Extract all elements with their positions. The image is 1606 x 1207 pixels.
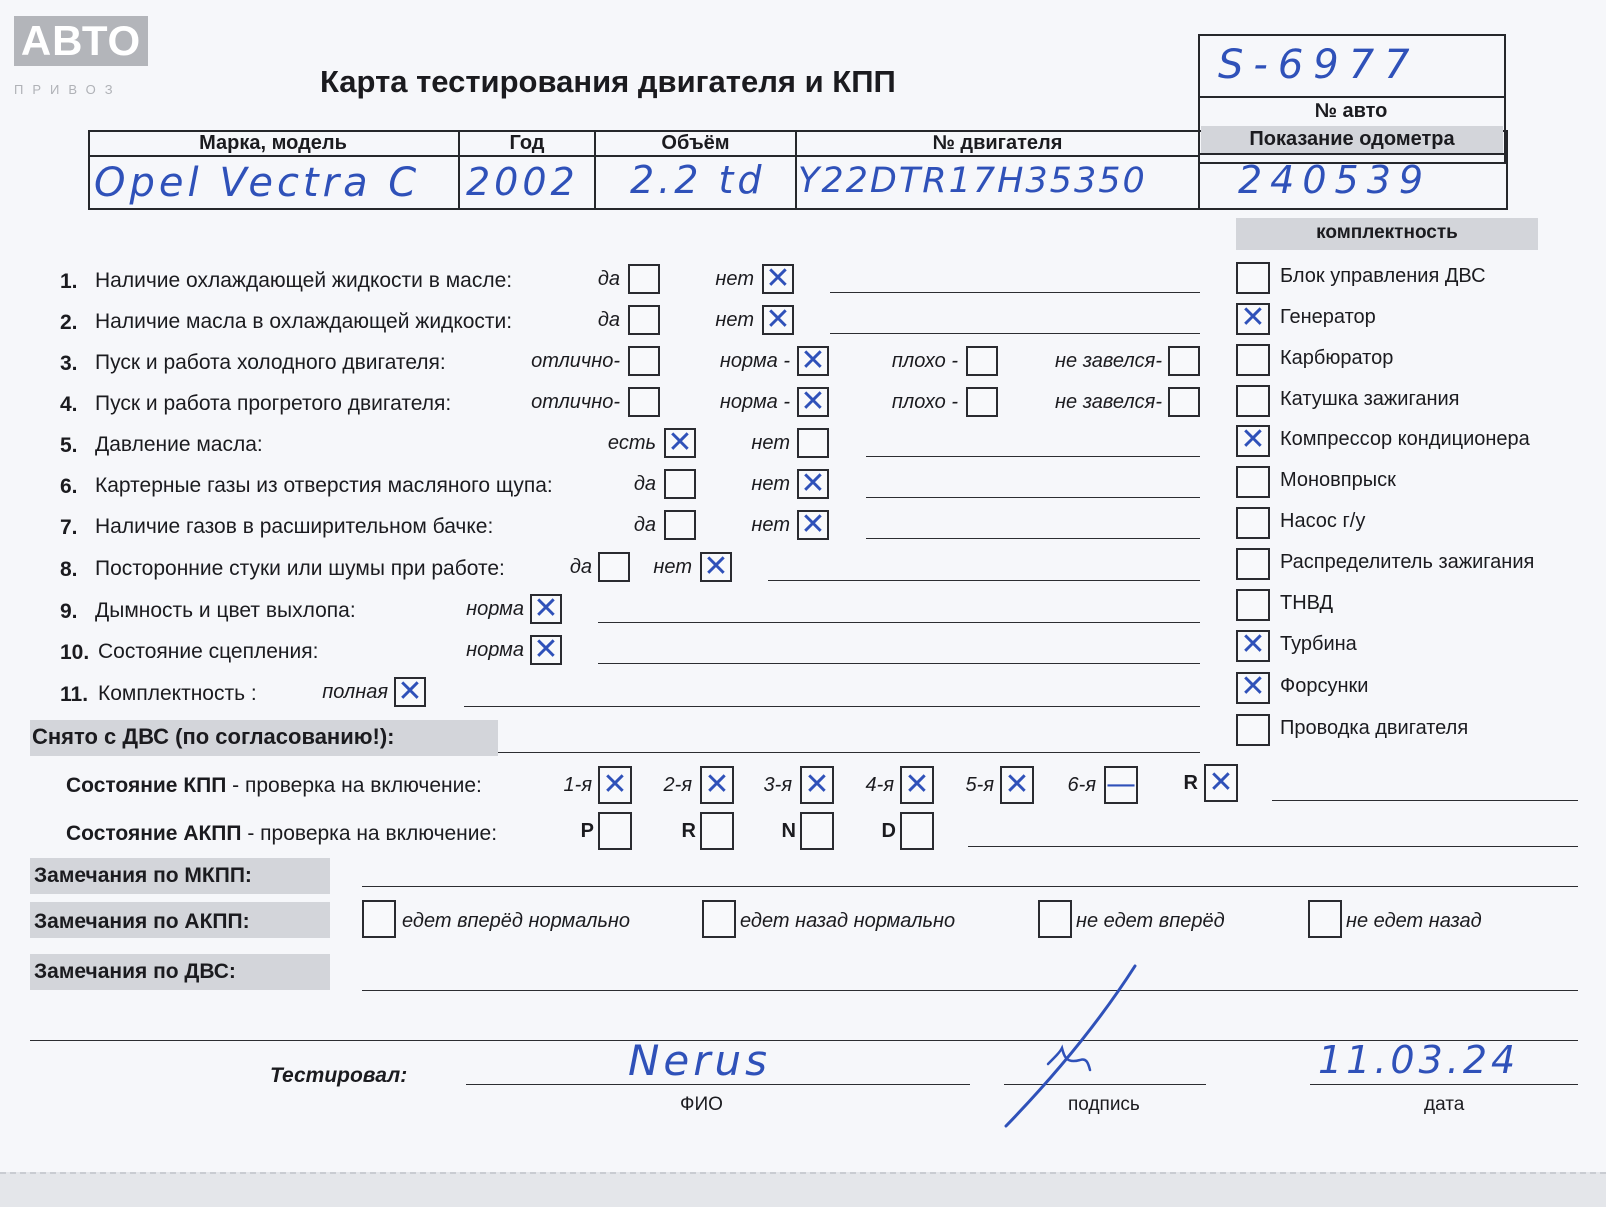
- check-mark-icon: ✕: [704, 767, 730, 802]
- check-mark-icon: ✕: [397, 674, 423, 709]
- check-mark-icon: ✕: [1240, 300, 1266, 335]
- name-caption: ФИО: [680, 1094, 723, 1115]
- checkbox-power-steering-pump[interactable]: [1236, 507, 1270, 539]
- checkbox-reverse-ok[interactable]: [702, 900, 736, 938]
- akpp-option-label: едет вперёд нормально: [402, 910, 631, 932]
- check-mark-icon: ✕: [800, 507, 826, 542]
- checkbox-q10-normal[interactable]: [530, 632, 562, 667]
- question-text: Пуск и работа холодного двигателя:: [95, 351, 446, 374]
- akpp-option-label: не едет назад: [1346, 910, 1482, 932]
- check-mark-icon: ✕: [804, 767, 830, 802]
- year-value: 2002: [466, 160, 579, 204]
- checkbox-q3-excellent[interactable]: [628, 346, 660, 376]
- checkbox-injectors[interactable]: [1236, 669, 1270, 704]
- checkbox-q8-no[interactable]: [700, 549, 732, 584]
- checkbox-q6-yes[interactable]: [664, 469, 696, 499]
- gear-label: 6-я: [1067, 774, 1096, 796]
- answer-line: [830, 333, 1200, 334]
- check-mark-icon: ✕: [1004, 767, 1030, 802]
- divider: [88, 155, 1200, 157]
- checkbox-injection-pump[interactable]: [1236, 589, 1270, 621]
- checkbox-q3-bad[interactable]: [966, 346, 998, 376]
- option-label: нет: [715, 309, 754, 331]
- akpp-label-rest: - проверка на включение:: [241, 822, 498, 845]
- checkbox-q7-no[interactable]: [797, 507, 829, 542]
- option-label: норма: [466, 598, 524, 620]
- checkbox-mode-p[interactable]: [598, 812, 632, 850]
- question-number: 7.: [60, 516, 78, 539]
- check-mark-icon: ✕: [533, 632, 559, 667]
- answer-line: [362, 990, 1578, 991]
- answer-line: [830, 292, 1200, 293]
- checkbox-no-reverse[interactable]: [1308, 900, 1342, 938]
- date-value: 11.03.24: [1318, 1038, 1520, 1082]
- check-mark-icon: ✕: [765, 302, 791, 337]
- gear-label: 4-я: [865, 774, 894, 796]
- divider: [1198, 96, 1504, 98]
- mode-label: R: [681, 820, 696, 842]
- question-number: 10.: [60, 641, 90, 664]
- completeness-item: Компрессор кондиционера: [1280, 428, 1530, 450]
- checkbox-q8-yes[interactable]: [598, 552, 630, 582]
- checkbox-gear-5[interactable]: [1000, 766, 1034, 804]
- check-mark-icon: ✕: [1240, 422, 1266, 457]
- check-mark-icon: ✕: [765, 261, 791, 296]
- checkbox-q6-no[interactable]: [797, 466, 829, 501]
- question-number: 4.: [60, 393, 78, 416]
- engine-number-label: № двигателя: [932, 132, 1063, 154]
- odometer-label: Показание одометра: [1249, 128, 1455, 150]
- dash-mark-icon: —: [1106, 767, 1136, 802]
- option-label: полная: [322, 681, 388, 703]
- akpp-option-label: не едет вперёд: [1076, 910, 1225, 932]
- year-label: Год: [509, 132, 545, 154]
- checkbox-gear-6[interactable]: [1104, 766, 1138, 804]
- answer-line: [498, 752, 1200, 753]
- tested-by-label: Тестировал:: [270, 1064, 408, 1087]
- check-mark-icon: ✕: [667, 425, 693, 460]
- volume-label: Объём: [661, 132, 730, 154]
- handwritten-signature: [990, 960, 1150, 1130]
- kpp-label: [66, 774, 482, 798]
- completeness-item: Карбюратор: [1280, 347, 1394, 369]
- check-mark-icon: ✕: [1208, 765, 1234, 800]
- checkbox-carburetor[interactable]: [1236, 344, 1270, 376]
- completeness-title: комплектность: [1316, 222, 1458, 243]
- checkbox-q4-normal[interactable]: [797, 384, 829, 419]
- checkbox-q2-yes[interactable]: [628, 305, 660, 335]
- checkbox-q4-excellent[interactable]: [628, 387, 660, 417]
- option-label: норма -: [719, 350, 790, 372]
- question-number: 11.: [60, 683, 89, 706]
- checkbox-q7-yes[interactable]: [664, 510, 696, 540]
- question-text: Наличие охлаждающей жидкости в масле:: [95, 269, 513, 292]
- option-label: да: [597, 268, 620, 290]
- gear-label: 5-я: [965, 774, 994, 796]
- completeness-item: Насос г/у: [1280, 510, 1366, 532]
- checkbox-turbine[interactable]: [1236, 627, 1270, 662]
- question-number: 5.: [60, 434, 78, 457]
- option-label: не завелся-: [1055, 391, 1162, 413]
- make-model-value: Opel Vectra C: [94, 160, 421, 206]
- checkbox-mode-d[interactable]: [900, 812, 934, 850]
- checkbox-q9-normal[interactable]: [530, 591, 562, 626]
- question-number: 6.: [60, 475, 78, 498]
- question-text: Посторонние стуки или шумы при работе:: [95, 557, 505, 580]
- avtoprivoz-logo: [14, 16, 148, 97]
- checkbox-q4-bad[interactable]: [966, 387, 998, 417]
- question-number: 9.: [60, 600, 78, 623]
- check-mark-icon: ✕: [703, 549, 729, 584]
- option-label: норма -: [719, 391, 790, 413]
- check-mark-icon: ✕: [533, 591, 559, 626]
- question-text: Наличие масла в охлаждающей жидкости:: [95, 310, 513, 333]
- answer-line: [866, 538, 1200, 539]
- page-edge: [0, 1172, 1606, 1207]
- option-label: да: [633, 473, 656, 495]
- checkbox-engine-wiring[interactable]: [1236, 714, 1270, 746]
- option-label: да: [633, 514, 656, 536]
- option-label: норма: [466, 639, 524, 661]
- name-line: [466, 1084, 970, 1085]
- checkbox-mono-injection[interactable]: [1236, 466, 1270, 498]
- logo-text: АВТО: [14, 16, 148, 66]
- check-mark-icon: ✕: [800, 384, 826, 419]
- volume-value: 2.2 td: [630, 158, 766, 202]
- remarks-akpp-label: Замечания по АКПП:: [34, 910, 250, 933]
- date-line: [1310, 1084, 1578, 1085]
- akpp-label: [66, 822, 497, 846]
- question-text: Картерные газы из отверстия масляного щупа:: [95, 474, 553, 497]
- option-label: нет: [653, 556, 692, 578]
- completeness-item: Турбина: [1280, 633, 1357, 655]
- checkbox-no-forward[interactable]: [1038, 900, 1072, 938]
- gear-label: R: [1183, 772, 1198, 794]
- option-label: нет: [751, 514, 790, 536]
- checkbox-q2-no[interactable]: [762, 302, 794, 337]
- question-text: Наличие газов в расширительном бачке:: [95, 515, 494, 538]
- gear-label: 3-я: [763, 774, 792, 796]
- logo-subtext: ПРИВОЗ: [14, 82, 122, 97]
- option-label: отлично-: [531, 350, 620, 372]
- completeness-item: Катушка зажигания: [1280, 388, 1460, 410]
- question-text: Состояние сцепления:: [98, 640, 319, 663]
- divider: [1198, 153, 1504, 155]
- remarks-mkpp-label: Замечания по МКПП:: [34, 864, 252, 887]
- question-text: Давление масла:: [95, 433, 263, 456]
- question-number: 2.: [60, 311, 78, 334]
- akpp-option-label: едет назад нормально: [740, 910, 956, 932]
- completeness-item: ТНВД: [1280, 592, 1334, 614]
- car-number-value: S-6977: [1218, 42, 1420, 88]
- question-text: Комплектность :: [98, 682, 257, 705]
- option-label: не завелся-: [1055, 350, 1162, 372]
- checkbox-mode-r[interactable]: [700, 812, 734, 850]
- tester-name-value: Nerus: [628, 1036, 772, 1085]
- page-title: Карта тестирования двигателя и КПП: [320, 64, 896, 99]
- checkbox-gear-3[interactable]: [800, 766, 834, 804]
- checkbox-mode-n[interactable]: [800, 812, 834, 850]
- date-caption: дата: [1424, 1094, 1465, 1115]
- option-label: нет: [751, 432, 790, 454]
- question-text: Пуск и работа прогретого двигателя:: [95, 392, 452, 415]
- option-label: да: [569, 556, 592, 578]
- checkbox-q1-yes[interactable]: [628, 264, 660, 294]
- signature-caption: подпись: [1068, 1094, 1140, 1115]
- removed-label: Снято с ДВС (по согласованию!):: [32, 724, 395, 749]
- checkbox-gear-1[interactable]: [598, 766, 632, 804]
- checkbox-q3-not-started[interactable]: [1168, 346, 1200, 376]
- checkbox-ignition-coil[interactable]: [1236, 385, 1270, 417]
- car-number-label: № авто: [1314, 100, 1388, 122]
- option-label: да: [597, 309, 620, 331]
- checkbox-distributor[interactable]: [1236, 548, 1270, 580]
- checkbox-generator[interactable]: [1236, 300, 1270, 335]
- completeness-item: Блок управления ДВС: [1280, 265, 1486, 287]
- engine-number-value: Y22DTR17H35350: [798, 161, 1147, 201]
- odometer-value: 240539: [1238, 158, 1432, 202]
- option-label: отлично-: [531, 391, 620, 413]
- checkbox-q5-present[interactable]: [664, 425, 696, 460]
- answer-line: [1272, 800, 1578, 801]
- question-text: Дымность и цвет выхлопа:: [95, 599, 356, 622]
- checkbox-q4-not-started[interactable]: [1168, 387, 1200, 417]
- gear-label: 1-я: [563, 774, 592, 796]
- checkbox-gear-2[interactable]: [700, 766, 734, 804]
- answer-line: [866, 497, 1200, 498]
- option-label: плохо -: [891, 391, 958, 413]
- mode-label: P: [580, 820, 594, 842]
- check-mark-icon: ✕: [800, 343, 826, 378]
- checkbox-q5-absent[interactable]: [797, 428, 829, 458]
- mode-label: D: [881, 820, 896, 842]
- completeness-item: Проводка двигателя: [1280, 717, 1469, 739]
- answer-line: [768, 580, 1200, 581]
- check-mark-icon: ✕: [1240, 669, 1266, 704]
- completeness-item: Форсунки: [1280, 675, 1369, 697]
- checkbox-forward-ok[interactable]: [362, 900, 396, 938]
- check-mark-icon: ✕: [800, 466, 826, 501]
- checkbox-q11-full[interactable]: [394, 674, 426, 709]
- check-mark-icon: ✕: [1240, 627, 1266, 662]
- answer-line: [968, 846, 1578, 847]
- remarks-dvs-label: Замечания по ДВС:: [34, 960, 236, 983]
- question-number: 1.: [60, 270, 78, 293]
- check-mark-icon: ✕: [904, 767, 930, 802]
- kpp-label-bold: Состояние КПП: [66, 774, 227, 797]
- checkbox-ac-compressor[interactable]: [1236, 422, 1270, 457]
- question-number: 8.: [60, 558, 78, 581]
- option-label: плохо -: [891, 350, 958, 372]
- option-label: есть: [607, 432, 656, 454]
- completeness-item: Генератор: [1280, 306, 1376, 328]
- answer-line: [598, 622, 1200, 623]
- checkbox-q1-no[interactable]: [762, 261, 794, 296]
- checkbox-gear-4[interactable]: [900, 766, 934, 804]
- answer-line: [866, 456, 1200, 457]
- option-label: нет: [751, 473, 790, 495]
- completeness-item: Распределитель зажигания: [1280, 551, 1535, 573]
- make-model-label: Марка, модель: [199, 132, 347, 154]
- answer-line: [362, 886, 1578, 887]
- akpp-label-bold: Состояние АКПП: [66, 822, 242, 845]
- answer-line: [464, 706, 1200, 707]
- completeness-item: Моновпрыск: [1280, 469, 1396, 491]
- option-label: нет: [715, 268, 754, 290]
- question-number: 3.: [60, 352, 78, 375]
- check-mark-icon: ✕: [602, 767, 628, 802]
- mode-label: N: [781, 820, 796, 842]
- kpp-label-rest: - проверка на включение:: [226, 774, 482, 797]
- checkbox-ecu[interactable]: [1236, 262, 1270, 294]
- checkbox-gear-r[interactable]: [1204, 764, 1238, 802]
- gear-label: 2-я: [663, 774, 692, 796]
- checkbox-q3-normal[interactable]: [797, 343, 829, 378]
- answer-line: [598, 663, 1200, 664]
